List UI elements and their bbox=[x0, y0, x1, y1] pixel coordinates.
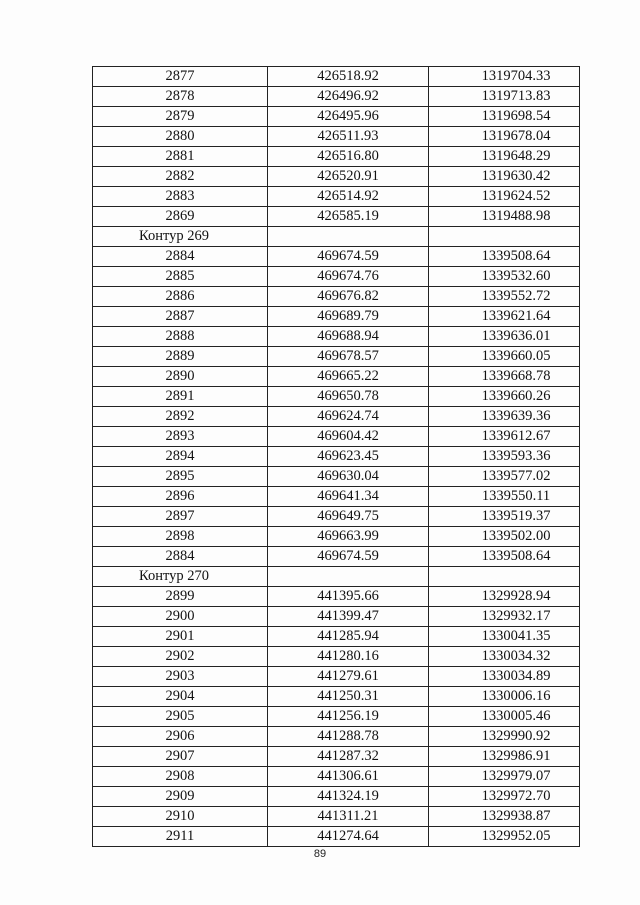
page-number: 89 bbox=[313, 848, 327, 860]
table-row bbox=[93, 207, 580, 227]
table-row bbox=[93, 727, 580, 747]
table-row bbox=[93, 247, 580, 267]
y-coordinate-value: 1329952.05 bbox=[481, 828, 551, 844]
y-coordinate-value: 1339612.67 bbox=[481, 428, 551, 444]
x-coordinate-cell: 469676.82 bbox=[268, 287, 429, 307]
y-coordinate-value: 1330006.16 bbox=[481, 688, 551, 704]
coordinates-table bbox=[92, 66, 580, 847]
contour-header-row bbox=[93, 227, 580, 247]
coordinates-table-body bbox=[93, 67, 580, 847]
y-coordinate-value: 1339508.64 bbox=[481, 248, 551, 264]
x-coordinate-cell: 441280.16 bbox=[268, 647, 429, 667]
point-number-cell: 2898 bbox=[93, 527, 268, 547]
y-coordinate-cell bbox=[429, 687, 580, 707]
point-number-cell: 2878 bbox=[93, 87, 268, 107]
y-coordinate-cell bbox=[429, 267, 580, 287]
y-coordinate-cell bbox=[429, 167, 580, 187]
y-coordinate-value: 1339639.36 bbox=[481, 408, 551, 424]
y-coordinate-cell bbox=[429, 547, 580, 567]
table-row bbox=[93, 187, 580, 207]
x-coordinate-cell: 469674.59 bbox=[268, 247, 429, 267]
y-coordinate-value: 1319630.42 bbox=[481, 168, 551, 184]
x-coordinate-cell: 469649.75 bbox=[268, 507, 429, 527]
x-coordinate-cell: 469665.22 bbox=[268, 367, 429, 387]
x-coordinate-cell: 426496.92 bbox=[268, 87, 429, 107]
point-number-cell: 2885 bbox=[93, 267, 268, 287]
y-coordinate-value: 1319488.98 bbox=[481, 208, 551, 224]
table-row bbox=[93, 687, 580, 707]
y-coordinate-value: 1339668.78 bbox=[481, 368, 551, 384]
y-coordinate-value: 1319713.83 bbox=[481, 88, 551, 104]
y-coordinate-cell bbox=[429, 107, 580, 127]
point-number-cell: 2893 bbox=[93, 427, 268, 447]
point-number-cell: 2886 bbox=[93, 287, 268, 307]
empty-cell bbox=[429, 567, 580, 587]
y-coordinate-cell bbox=[429, 707, 580, 727]
point-number-cell: 2881 bbox=[93, 147, 268, 167]
x-coordinate-cell: 469641.34 bbox=[268, 487, 429, 507]
y-coordinate-value: 1339502.00 bbox=[481, 528, 551, 544]
x-coordinate-cell: 469674.59 bbox=[268, 547, 429, 567]
point-number-cell: 2892 bbox=[93, 407, 268, 427]
y-coordinate-cell bbox=[429, 127, 580, 147]
y-coordinate-cell bbox=[429, 647, 580, 667]
x-coordinate-cell: 441288.78 bbox=[268, 727, 429, 747]
point-number-cell: 2889 bbox=[93, 347, 268, 367]
point-number-cell: 2906 bbox=[93, 727, 268, 747]
y-coordinate-cell bbox=[429, 387, 580, 407]
x-coordinate-cell: 441395.66 bbox=[268, 587, 429, 607]
point-number-cell: 2884 bbox=[93, 247, 268, 267]
y-coordinate-cell bbox=[429, 87, 580, 107]
y-coordinate-value: 1330005.46 bbox=[481, 708, 551, 724]
x-coordinate-cell: 469604.42 bbox=[268, 427, 429, 447]
table-row bbox=[93, 427, 580, 447]
y-coordinate-value: 1339660.05 bbox=[481, 348, 551, 364]
y-coordinate-cell bbox=[429, 427, 580, 447]
y-coordinate-cell bbox=[429, 307, 580, 327]
table-row bbox=[93, 507, 580, 527]
y-coordinate-cell bbox=[429, 587, 580, 607]
y-coordinate-cell bbox=[429, 347, 580, 367]
y-coordinate-value: 1329990.92 bbox=[481, 728, 551, 744]
point-number-cell: 2877 bbox=[93, 67, 268, 87]
point-number-cell: 2911 bbox=[93, 827, 268, 847]
point-number-cell: 2905 bbox=[93, 707, 268, 727]
y-coordinate-value: 1330034.89 bbox=[481, 668, 551, 684]
y-coordinate-value: 1339660.26 bbox=[481, 388, 551, 404]
y-coordinate-value: 1339621.64 bbox=[481, 308, 551, 324]
table-row bbox=[93, 627, 580, 647]
y-coordinate-cell bbox=[429, 287, 580, 307]
y-coordinate-value: 1330034.32 bbox=[481, 648, 551, 664]
y-coordinate-value: 1319678.04 bbox=[481, 128, 551, 144]
y-coordinate-value: 1329938.87 bbox=[481, 808, 551, 824]
point-number-cell: 2908 bbox=[93, 767, 268, 787]
x-coordinate-cell: 441279.61 bbox=[268, 667, 429, 687]
table-row bbox=[93, 647, 580, 667]
y-coordinate-cell bbox=[429, 747, 580, 767]
point-number-cell: 2907 bbox=[93, 747, 268, 767]
table-row bbox=[93, 827, 580, 847]
y-coordinate-value: 1319704.33 bbox=[481, 68, 551, 84]
x-coordinate-cell: 441256.19 bbox=[268, 707, 429, 727]
x-coordinate-cell: 469630.04 bbox=[268, 467, 429, 487]
table-row bbox=[93, 267, 580, 287]
y-coordinate-value: 1319624.52 bbox=[481, 188, 551, 204]
point-number-cell: 2904 bbox=[93, 687, 268, 707]
point-number-cell: 2894 bbox=[93, 447, 268, 467]
x-coordinate-cell: 426511.93 bbox=[268, 127, 429, 147]
empty-cell bbox=[429, 227, 580, 247]
y-coordinate-value: 1329928.94 bbox=[481, 588, 551, 604]
y-coordinate-value: 1339636.01 bbox=[481, 328, 551, 344]
y-coordinate-value: 1339550.11 bbox=[481, 488, 551, 504]
table-row bbox=[93, 767, 580, 787]
table-row bbox=[93, 287, 580, 307]
x-coordinate-cell: 469674.76 bbox=[268, 267, 429, 287]
x-coordinate-cell: 441285.94 bbox=[268, 627, 429, 647]
table-row bbox=[93, 487, 580, 507]
x-coordinate-cell: 441306.61 bbox=[268, 767, 429, 787]
point-number-cell: 2899 bbox=[93, 587, 268, 607]
y-coordinate-cell bbox=[429, 607, 580, 627]
contour-label: Контур 269 bbox=[93, 227, 268, 247]
x-coordinate-cell: 441274.64 bbox=[268, 827, 429, 847]
y-coordinate-cell bbox=[429, 767, 580, 787]
table-row bbox=[93, 807, 580, 827]
point-number-cell: 2888 bbox=[93, 327, 268, 347]
point-number-cell: 2900 bbox=[93, 607, 268, 627]
y-coordinate-value: 1319648.29 bbox=[481, 148, 551, 164]
x-coordinate-cell: 469623.45 bbox=[268, 447, 429, 467]
table-row bbox=[93, 107, 580, 127]
x-coordinate-cell: 441250.31 bbox=[268, 687, 429, 707]
point-number-cell: 2890 bbox=[93, 367, 268, 387]
x-coordinate-cell: 426585.19 bbox=[268, 207, 429, 227]
y-coordinate-cell bbox=[429, 187, 580, 207]
y-coordinate-cell bbox=[429, 487, 580, 507]
table-row bbox=[93, 327, 580, 347]
x-coordinate-cell: 441324.19 bbox=[268, 787, 429, 807]
y-coordinate-cell bbox=[429, 827, 580, 847]
point-number-cell: 2891 bbox=[93, 387, 268, 407]
y-coordinate-cell bbox=[429, 327, 580, 347]
table-row bbox=[93, 347, 580, 367]
x-coordinate-cell: 426495.96 bbox=[268, 107, 429, 127]
y-coordinate-cell bbox=[429, 727, 580, 747]
y-coordinate-value: 1329986.91 bbox=[481, 748, 551, 764]
y-coordinate-value: 1339508.64 bbox=[481, 548, 551, 564]
x-coordinate-cell: 426520.91 bbox=[268, 167, 429, 187]
table-row bbox=[93, 547, 580, 567]
y-coordinate-cell bbox=[429, 147, 580, 167]
point-number-cell: 2902 bbox=[93, 647, 268, 667]
y-coordinate-cell bbox=[429, 407, 580, 427]
table-row bbox=[93, 707, 580, 727]
point-number-cell: 2869 bbox=[93, 207, 268, 227]
x-coordinate-cell: 426514.92 bbox=[268, 187, 429, 207]
y-coordinate-value: 1339519.37 bbox=[481, 508, 551, 524]
contour-header-row bbox=[93, 567, 580, 587]
y-coordinate-value: 1339593.36 bbox=[481, 448, 551, 464]
empty-cell bbox=[268, 227, 429, 247]
y-coordinate-cell bbox=[429, 527, 580, 547]
y-coordinate-value: 1339532.60 bbox=[481, 268, 551, 284]
table-row bbox=[93, 607, 580, 627]
table-row bbox=[93, 587, 580, 607]
y-coordinate-cell bbox=[429, 207, 580, 227]
y-coordinate-cell bbox=[429, 247, 580, 267]
table-row bbox=[93, 67, 580, 87]
point-number-cell: 2895 bbox=[93, 467, 268, 487]
table-row bbox=[93, 787, 580, 807]
y-coordinate-cell bbox=[429, 787, 580, 807]
table-row bbox=[93, 127, 580, 147]
x-coordinate-cell: 441311.21 bbox=[268, 807, 429, 827]
y-coordinate-value: 1339552.72 bbox=[481, 288, 551, 304]
point-number-cell: 2903 bbox=[93, 667, 268, 687]
table-row bbox=[93, 87, 580, 107]
point-number-cell: 2883 bbox=[93, 187, 268, 207]
table-row bbox=[93, 307, 580, 327]
y-coordinate-cell bbox=[429, 507, 580, 527]
y-coordinate-cell bbox=[429, 807, 580, 827]
y-coordinate-cell bbox=[429, 67, 580, 87]
x-coordinate-cell: 469688.94 bbox=[268, 327, 429, 347]
x-coordinate-cell: 469678.57 bbox=[268, 347, 429, 367]
y-coordinate-value: 1330041.35 bbox=[481, 628, 551, 644]
table-row bbox=[93, 527, 580, 547]
point-number-cell: 2884 bbox=[93, 547, 268, 567]
y-coordinate-cell bbox=[429, 447, 580, 467]
y-coordinate-cell bbox=[429, 667, 580, 687]
table-row bbox=[93, 147, 580, 167]
y-coordinate-value: 1329932.17 bbox=[481, 608, 551, 624]
point-number-cell: 2897 bbox=[93, 507, 268, 527]
point-number-cell: 2910 bbox=[93, 807, 268, 827]
y-coordinate-value: 1329972.70 bbox=[481, 788, 551, 804]
y-coordinate-value: 1339577.02 bbox=[481, 468, 551, 484]
point-number-cell: 2882 bbox=[93, 167, 268, 187]
y-coordinate-value: 1319698.54 bbox=[481, 108, 551, 124]
y-coordinate-cell bbox=[429, 367, 580, 387]
x-coordinate-cell: 441287.32 bbox=[268, 747, 429, 767]
point-number-cell: 2879 bbox=[93, 107, 268, 127]
x-coordinate-cell: 469689.79 bbox=[268, 307, 429, 327]
point-number-cell: 2896 bbox=[93, 487, 268, 507]
table-row bbox=[93, 387, 580, 407]
table-row bbox=[93, 467, 580, 487]
point-number-cell: 2880 bbox=[93, 127, 268, 147]
point-number-cell: 2909 bbox=[93, 787, 268, 807]
table-row bbox=[93, 167, 580, 187]
point-number-cell: 2887 bbox=[93, 307, 268, 327]
y-coordinate-value: 1329979.07 bbox=[481, 768, 551, 784]
x-coordinate-cell: 441399.47 bbox=[268, 607, 429, 627]
empty-cell bbox=[268, 567, 429, 587]
x-coordinate-cell: 469650.78 bbox=[268, 387, 429, 407]
contour-label: Контур 270 bbox=[93, 567, 268, 587]
y-coordinate-cell bbox=[429, 627, 580, 647]
table-row bbox=[93, 747, 580, 767]
table-row bbox=[93, 367, 580, 387]
x-coordinate-cell: 426516.80 bbox=[268, 147, 429, 167]
table-row bbox=[93, 447, 580, 467]
table-row bbox=[93, 407, 580, 427]
x-coordinate-cell: 469624.74 bbox=[268, 407, 429, 427]
table-row bbox=[93, 667, 580, 687]
x-coordinate-cell: 426518.92 bbox=[268, 67, 429, 87]
x-coordinate-cell: 469663.99 bbox=[268, 527, 429, 547]
y-coordinate-cell bbox=[429, 467, 580, 487]
point-number-cell: 2901 bbox=[93, 627, 268, 647]
